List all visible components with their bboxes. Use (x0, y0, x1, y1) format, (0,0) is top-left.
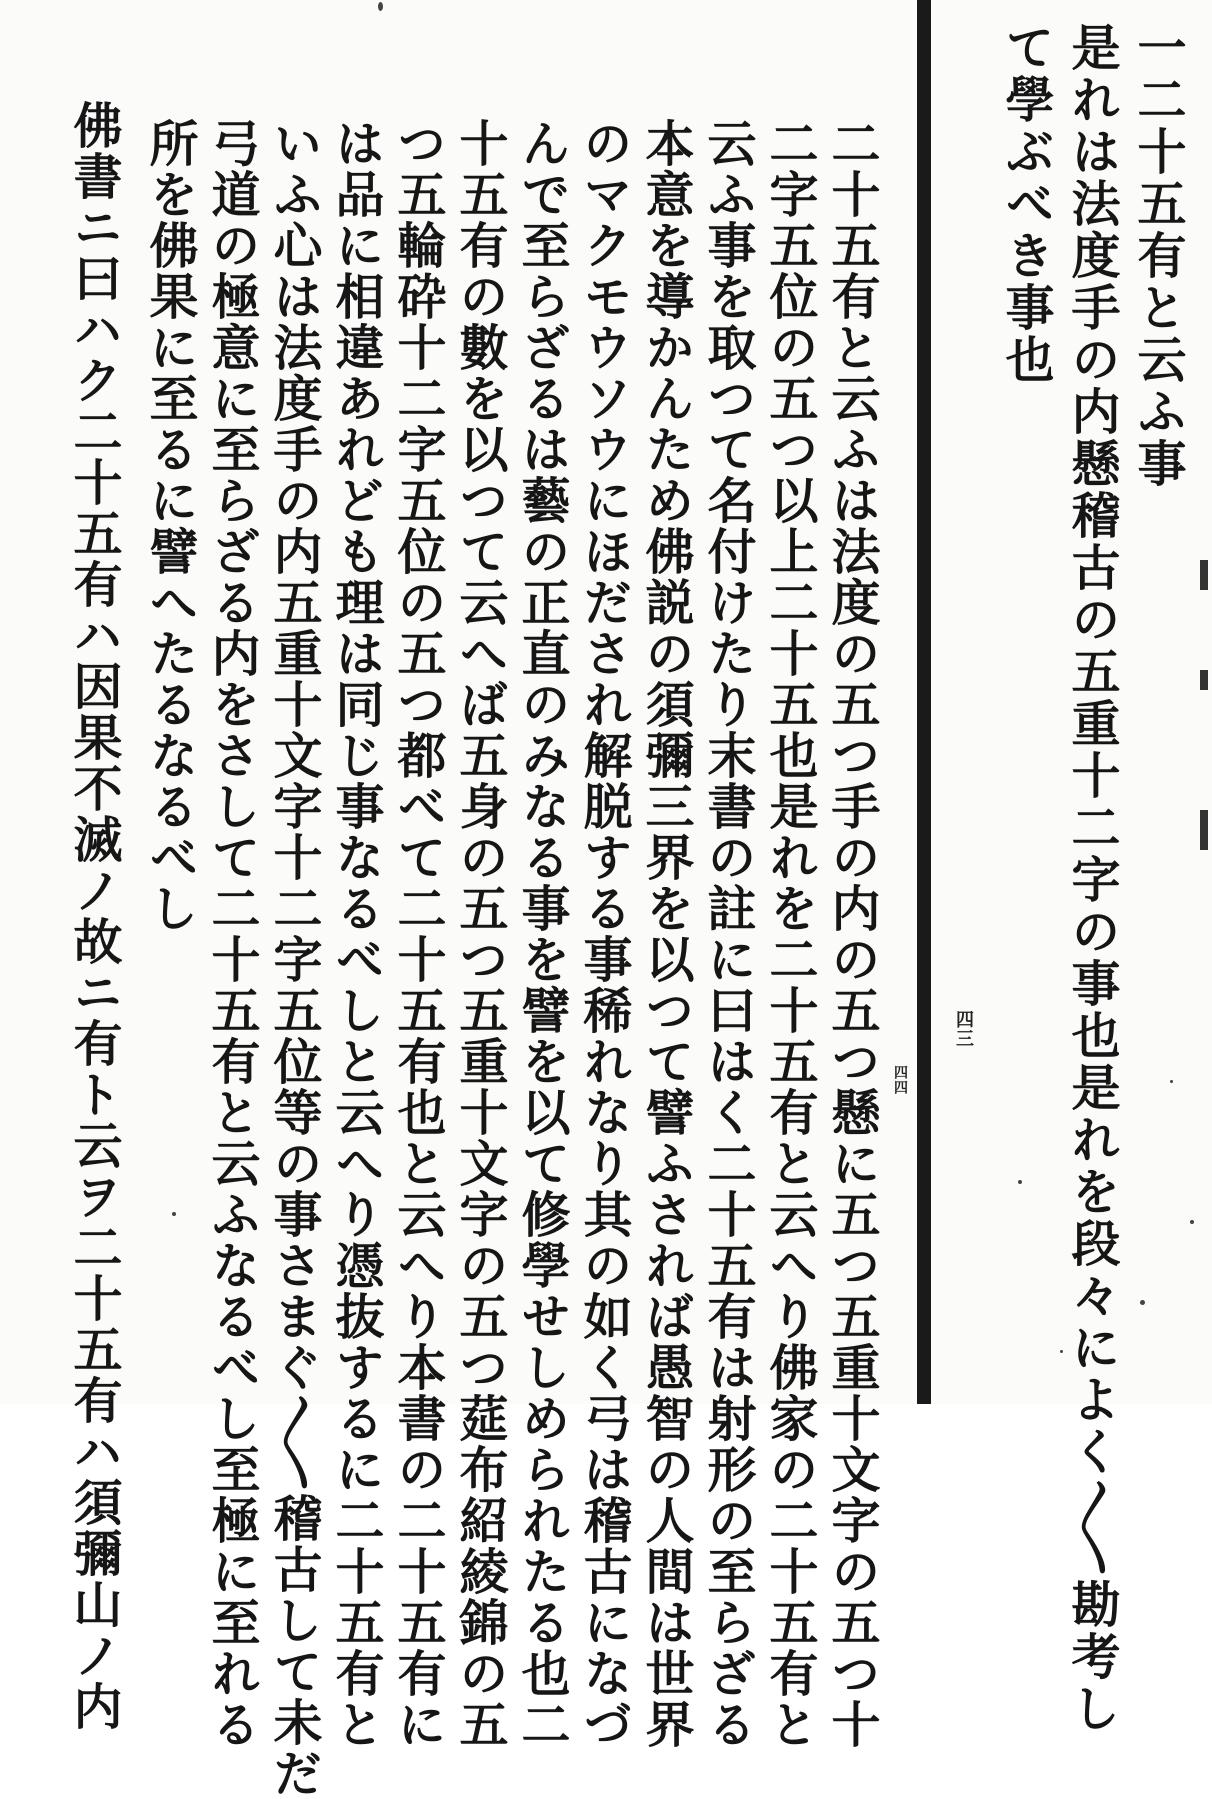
left-column-5: のマクモウソウにほだされ解脱する事稀れなり其の如く弓は稽古になづ (576, 118, 634, 1750)
left-column-9: は品に相違あれども理は同じ事なるべしと云へり憑抜するに二十五有と (328, 118, 386, 1750)
scan-speck (1060, 1350, 1063, 1353)
left-column-11: 弓道の極意に至らざる内をさして二十五有と云ふなるべし至極に至れる (204, 118, 262, 1750)
left-column-13: 佛書ニ曰ハク二十五有ハ因果不滅ノ故ニ有ト云ヲ二十五有ハ須彌山ノ内 (66, 100, 124, 1732)
scan-speck (1170, 1080, 1173, 1083)
right-column-2: 是れは法度手の内懸稽古の五重十二字の事也是れを段々によく〳〵勘考し (1064, 22, 1122, 1735)
left-column-12: 所を佛果に至るに譬へたるなるべし (142, 118, 200, 934)
page-gutter-divider (917, 0, 931, 1404)
left-column-4: 本意を導かんため佛説の須彌三界を以つて譬ふされば愚智の人間は世界 (638, 118, 696, 1750)
left-column-1: 二十五有と云ふは法度の五つ手の内の五つ懸に五つ五重十文字の五つ十 (824, 118, 882, 1750)
page-edge-artifacts (1200, 560, 1212, 860)
scan-speck (1140, 1300, 1145, 1305)
left-column-8: つ五輪砕十二字五位の五つ都べて二十五有也と云へり本書の二十五有に (390, 118, 448, 1750)
right-page-number: 四三 (953, 1010, 974, 1048)
scan-speck (1018, 1180, 1022, 1184)
scan-speck (172, 1212, 176, 1216)
right-column-3: て學ぶべき事也 (998, 22, 1056, 386)
left-column-3: 云ふ事を取つて名付けたり末書の註に曰はく二十五有は射形の至らざる (700, 118, 758, 1750)
scan-speck (1190, 1220, 1194, 1224)
left-column-2: 二字五位の五つ以上二十五也是れを二十五有と云へり佛家の二十五有と (762, 118, 820, 1750)
left-page-number: 四四 (892, 1065, 908, 1095)
right-column-1: 一二十五有と云ふ事 (1130, 22, 1188, 490)
scan-speck (378, 2, 383, 11)
left-column-10: いふ心は法度手の内五重十文字十二字五位等の事さまぐ〳〵稽古して未だ (266, 118, 324, 1799)
left-column-6: んで至らざるは藝の正直のみなる事を譬を以て修學せしめられたる也二 (514, 118, 572, 1750)
left-column-7: 十五有の數を以つて云へば五身の五つ五重十文字の五つ莚布紹綾錦の五 (452, 118, 510, 1750)
